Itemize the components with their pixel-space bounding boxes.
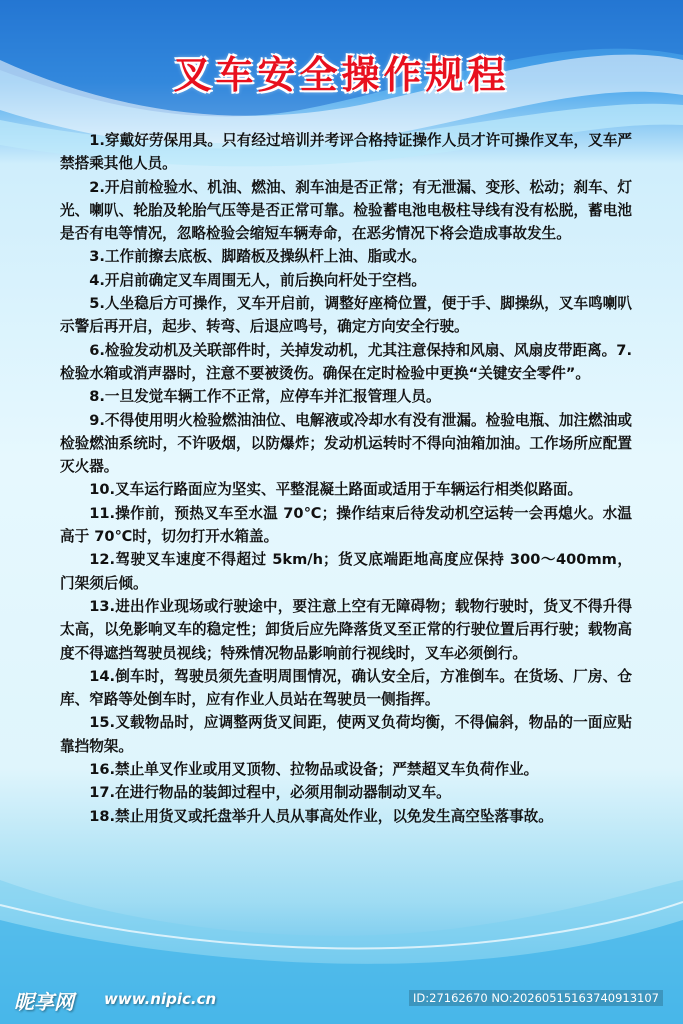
page-title: 叉车安全操作规程 [173, 53, 510, 97]
watermark-logo: 昵享网 [14, 990, 74, 1014]
rules-body [60, 129, 632, 828]
rule-paragraph: 11.操作前，预热叉车至水温 70℃；操作结束后待发动机空运转一会再熄火。水温高于 70℃时，切勿打开水箱盖。 [60, 504, 632, 546]
rule-paragraph: 15.叉载物品时，应调整两货叉间距，使两叉负荷均衡，不得偏斜，物品的一面应贴靠挡物架。 [60, 714, 632, 755]
watermark-site: www.nipic.cn [104, 990, 217, 1008]
rule-paragraph: 17.在进行物品的装卸过程中，必须用制动器制动叉车。 [89, 784, 451, 802]
rule-paragraph: 3.工作前擦去底板、脚踏板及操纵杆上油、脂或水。 [89, 248, 426, 266]
watermark-id: ID:27162670 NO:20260515163740913107 [409, 990, 663, 1006]
rule-paragraph: 16.禁止单叉作业或用叉顶物、拉物品或设备；严禁超叉车负荷作业。 [89, 761, 539, 779]
rule-paragraph: 14.倒车时，驾驶员须先查明周围情况，确认安全后，方准倒车。在货场、厂房、仓库、窄路等处倒车时，应有作业人员站在驾驶员一侧指挥。 [60, 667, 632, 709]
rule-paragraph: 5.人坐稳后方可操作，叉车开启前，调整好座椅位置，便于手、脚操纵，叉车鸣喇叭示警后再开启，起步、转弯、后退应鸣号，确定方向安全行驶。 [60, 295, 632, 336]
rule-paragraph: 12.驾驶叉车速度不得超过 5km/h；货叉底端距地高度应保持 300～400mm，门架须后倾。 [60, 551, 632, 592]
rule-paragraph: 9.不得使用明火检验燃油油位、电解液或冷却水有没有泄漏。检验电瓶、加注燃油或检验燃油系统时，不许吸烟，以防爆炸；发动机运转时不得向油箱加油。工作场所应配置灭火器。 [60, 411, 632, 476]
rule-paragraph: 4.开启前确定叉车周围无人，前后换向杆处于空档。 [89, 271, 426, 289]
rule-paragraph: 1.穿戴好劳保用具。只有经过培训并考评合格持证操作人员才许可操作叉车，叉车严禁搭乘其他人员。 [60, 132, 632, 173]
rule-paragraph: 6.检验发动机及关联部件时，关掉发动机，尤其注意保持和风扇、风扇皮带距离。7.检验水箱或消声器时，注意不要被烫伤。确保在定时检验中更换“关键安全零件”。 [60, 341, 632, 382]
rule-paragraph: 13.进出作业现场或行驶途中，要注意上空有无障碍物；载物行驶时，货叉不得升得太高，以免影响叉车的稳定性；卸货后应先降落货叉至正常的行驶位置后再行驶；载物高度不得遮挡驾驶员视线；特殊情况物品影响前行视线时，叉车必须倒行。 [60, 597, 632, 662]
rule-paragraph: 18.禁止用货叉或托盘举升人员从事高处作业，以免发生高空坠落事故。 [89, 807, 553, 825]
rule-paragraph: 2.开启前检验水、机油、燃油、刹车油是否正常；有无泄漏、变形、松动；刹车、灯光、喇叭、轮胎及轮胎气压等是否正常可靠。检验蓄电池电极柱导线有没有松脱，蓄电池是否有电等情况，忽略检验会缩短车辆寿命，在恶劣情况下将会造成事故发生。 [60, 178, 632, 243]
rule-paragraph: 10.叉车运行路面应为坚实、平整混凝土路面或适用于车辆运行相类似路面。 [89, 481, 583, 499]
rule-paragraph: 8.一旦发觉车辆工作不正常，应停车并汇报管理人员。 [89, 388, 441, 406]
